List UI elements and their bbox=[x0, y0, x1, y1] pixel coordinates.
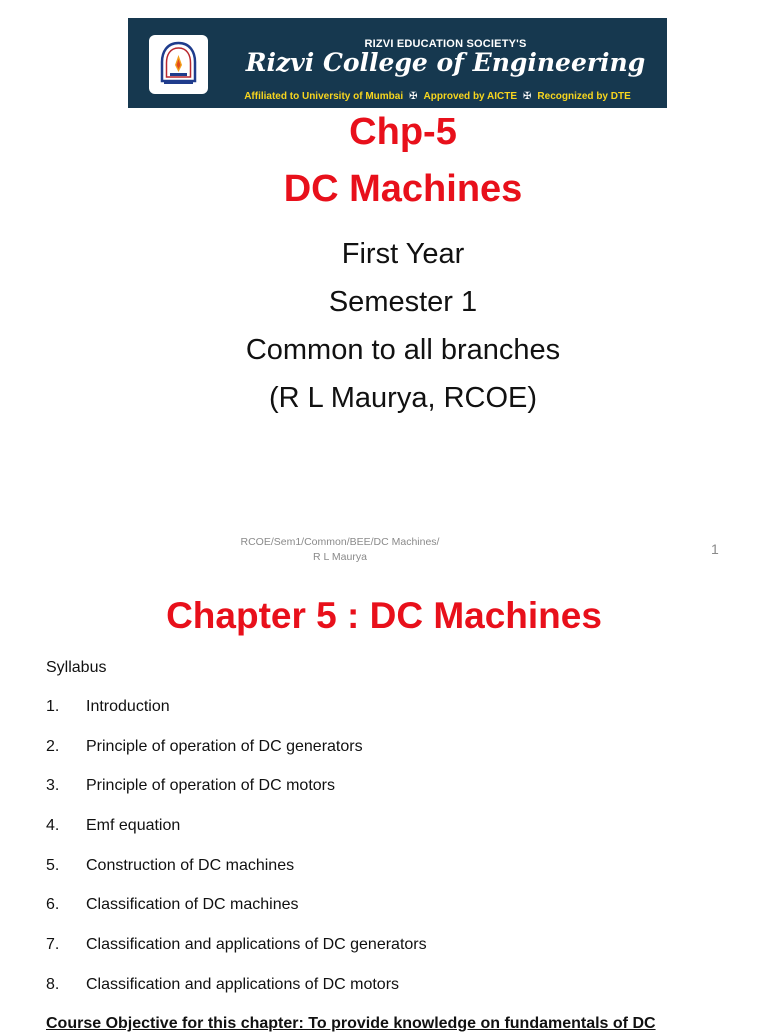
page-number: 1 bbox=[711, 541, 719, 557]
subtitle-semester: Semester 1 bbox=[328, 286, 478, 318]
college-name: Rizvi College of Engineering bbox=[245, 48, 646, 77]
item-number: 1. bbox=[46, 698, 60, 715]
item-number: 4. bbox=[46, 817, 60, 835]
affiliation-line bbox=[128, 91, 667, 102]
slide-title: Chapter 5 : DC Machines bbox=[166, 595, 602, 636]
chapter-number: Chp-5 bbox=[349, 111, 457, 153]
affiliation-university: Affiliated to University of Mumbai bbox=[244, 91, 404, 102]
item-number: 3. bbox=[46, 777, 60, 795]
item-number: 6. bbox=[46, 896, 60, 914]
affiliation-dte: Recognized by DTE bbox=[537, 91, 631, 102]
item-text: Emf equation bbox=[86, 817, 181, 835]
syllabus-heading: Syllabus bbox=[46, 659, 107, 676]
subtitle-year: First Year bbox=[341, 238, 465, 270]
slide-footer bbox=[200, 535, 480, 565]
item-text: Classification and applications of DC generators bbox=[86, 936, 427, 954]
separator-icon: ✠ bbox=[523, 91, 532, 102]
subtitle-author: (R L Maurya, RCOE) bbox=[268, 382, 538, 414]
item-text: Classification and applications of DC motors bbox=[86, 975, 400, 993]
affiliation-aicte: Approved by AICTE bbox=[423, 91, 518, 102]
item-number: 7. bbox=[46, 936, 60, 954]
footer-author: R L Maurya bbox=[313, 551, 367, 563]
course-objective: Course Objective for this chapter: To provide knowledge on fundamentals of DC bbox=[46, 1015, 656, 1032]
item-text: Classification of DC machines bbox=[86, 896, 299, 914]
syllabus-slide bbox=[0, 582, 768, 1032]
society-name: RIZVI EDUCATION SOCIETY'S bbox=[364, 38, 527, 50]
item-number: 8. bbox=[46, 975, 60, 993]
item-text: Introduction bbox=[86, 698, 170, 715]
footer-path: RCOE/Sem1/Common/BEE/DC Machines/ bbox=[240, 536, 440, 548]
subtitle-branches: Common to all branches bbox=[245, 334, 561, 366]
college-banner bbox=[128, 18, 667, 108]
item-number: 5. bbox=[46, 856, 60, 874]
item-text: Construction of DC machines bbox=[86, 856, 295, 874]
item-text: Principle of operation of DC generators bbox=[86, 737, 363, 755]
item-text: Principle of operation of DC motors bbox=[86, 777, 335, 795]
item-number: 2. bbox=[46, 737, 60, 755]
separator-icon: ✠ bbox=[409, 91, 418, 102]
chapter-name: DC Machines bbox=[283, 168, 523, 210]
